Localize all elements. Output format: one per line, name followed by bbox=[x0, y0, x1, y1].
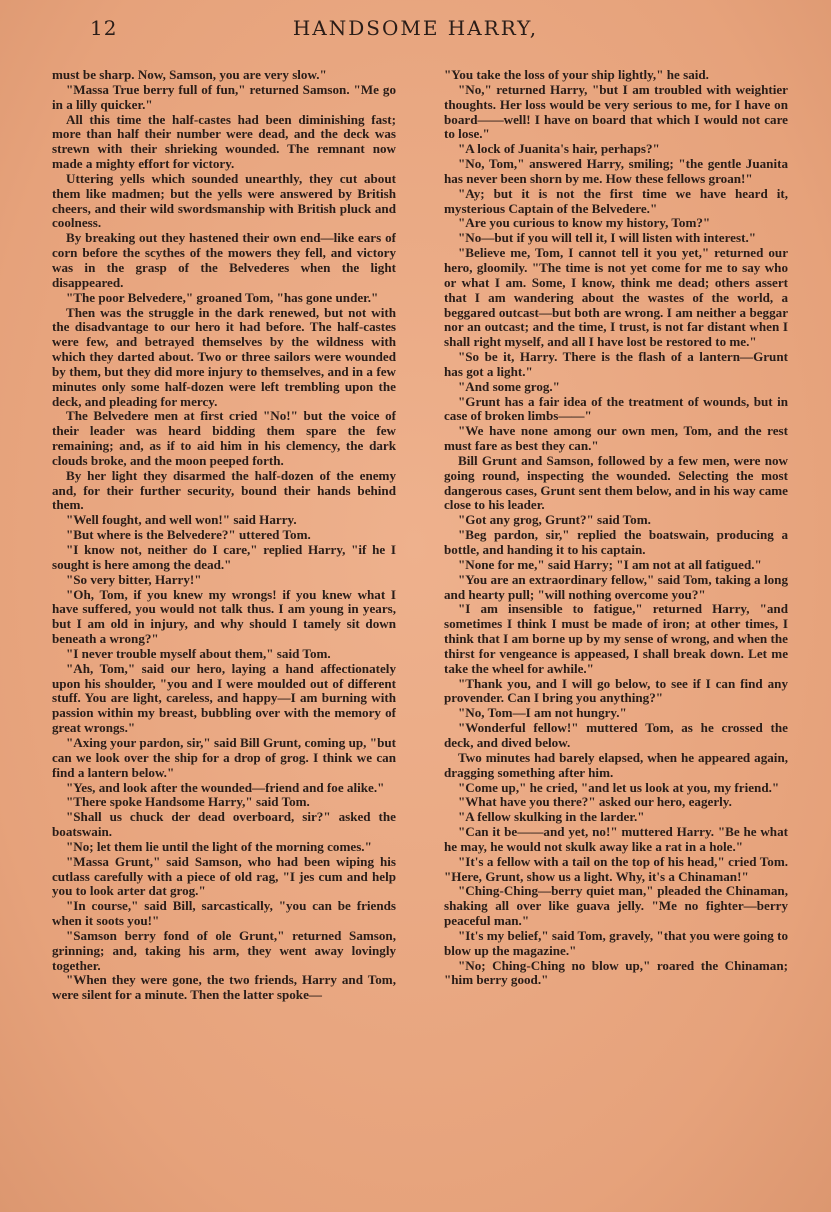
paragraph: "But where is the Belvedere?" uttered Tom. bbox=[66, 527, 311, 543]
right-column bbox=[444, 68, 788, 1193]
paragraph: The Belvedere men at first cried "No!" but the voice of their leader was heard bidding them spare the few remaining; and, as if to aid him in his clemency, the dark clouds broke, and the moon peeped forth. bbox=[52, 408, 396, 468]
paragraph: "You are an extraordinary fellow," said Tom, taking a long and hearty pull; "will nothing overcome you?" bbox=[444, 571, 788, 602]
paragraph: "A lock of Juanita's hair, perhaps?" bbox=[458, 141, 660, 157]
paragraph: "Are you curious to know my history, Tom?" bbox=[458, 215, 711, 231]
paragraph: "I am insensible to fatigue," returned Harry, "and sometimes I think I must be made of iron; at other times, I think that I am borne up by my sense of wrong, and when the thirst for vengeance is appeased, I shall break down. Let me take the wheel for awhile." bbox=[444, 601, 788, 676]
page-number: 12 bbox=[90, 16, 118, 40]
paragraph: Uttering yells which sounded unearthly, they cut about them like madmen; but the yells were answered by British cheers, and their wild swordsmanship with British pluck and coolness. bbox=[52, 170, 396, 231]
paragraph: Two minutes had barely elapsed, when he appeared again, dragging something after him. bbox=[444, 749, 788, 780]
paragraph: "Axing your pardon, sir," said Bill Grunt, coming up, "but can we look over the ship for a drop of grog. I think we can find a lantern below." bbox=[52, 734, 396, 780]
paragraph: By her light they disarmed the half-dozen of the enemy and, for their further security, bound their hands behind them. bbox=[52, 467, 396, 513]
paragraph: "It's my belief," said Tom, gravely, "that you were going to blow up the magazine." bbox=[444, 927, 788, 958]
paragraph: "Can it be——and yet, no!" muttered Harry. "Be he what he may, he would not skulk away like a rat in a hole." bbox=[444, 824, 788, 854]
paragraph: "Thank you, and I will go below, to see if I can find any provender. Can I bring you anything?" bbox=[444, 675, 788, 706]
paragraph: "Got any grog, Grunt?" said Tom. bbox=[458, 512, 651, 528]
paragraph: "No, Tom," answered Harry, smiling; "the gentle Juanita has never been shorn by me. How these fellows groan!" bbox=[444, 156, 788, 186]
paragraph: "I know not, neither do I care," replied Harry, "if he I sought is here among the dead." bbox=[52, 542, 396, 572]
paragraph: "When they were gone, the two friends, Harry and Tom, were silent for a minute. Then the latter spoke— bbox=[52, 972, 396, 1003]
paragraph: "Oh, Tom, if you knew my wrongs! if you knew what I have suffered, you would not talk thus. I am young in years, but I am old in injury, and why should I tamely sit down beneath a wrong?" bbox=[52, 586, 396, 647]
paragraph: "So very bitter, Harry!" bbox=[66, 571, 202, 587]
paragraph: By breaking out they hastened their own end—like ears of corn before the scythes of the mowers they fell, and victory was in the grasp of the Belvederes when the light disappeared. bbox=[52, 230, 396, 290]
paragraph: "We have none among our own men, Tom, and the rest must fare as best they can." bbox=[444, 423, 788, 454]
left-column bbox=[52, 68, 396, 1193]
paragraph: "Ay; but it is not the first time we have heard it, mysterious Captain of the Belvedere." bbox=[444, 185, 788, 216]
paragraph: "I never trouble myself about them," said Tom. bbox=[66, 645, 331, 661]
paragraph: "And some grog." bbox=[458, 378, 560, 394]
paragraph: All this time the half-castes had been diminishing fast; more than half their number were dead, and the deck was strewn with their shrieking wounded. The remnant now made a mighty effort for victory. bbox=[52, 111, 396, 172]
paragraph: "Yes, and look after the wounded—friend and foe alike." bbox=[66, 779, 385, 795]
paragraph: "Grunt has a fair idea of the treatment of wounds, but in case of broken limbs——" bbox=[444, 393, 788, 424]
paragraph: "Wonderful fellow!" muttered Tom, as he crossed the deck, and dived below. bbox=[444, 720, 788, 750]
paragraph: "It's a fellow with a tail on the top of his head," cried Tom. "Here, Grunt, show us a light. Why, it's a Chinaman!" bbox=[444, 853, 788, 884]
paragraph: "You take the loss of your ship lightly," he said. bbox=[444, 68, 709, 82]
paragraph: "No; Ching-Ching no blow up," roared the Chinaman; "him berry good." bbox=[444, 957, 788, 988]
paragraph: "A fellow skulking in the larder." bbox=[458, 809, 645, 825]
paragraph: "Come up," he cried, "and let us look at you, my friend." bbox=[458, 779, 780, 795]
paragraph: "No, Tom—I am not hungry." bbox=[458, 705, 627, 721]
paragraph: "Believe me, Tom, I cannot tell it you yet," returned our hero, gloomily. "The time is not yet come for me to say who or what I am. Some, I know, think me dead; others assert that I am wandering about the wastes of the world, a beggared outcast—but both are wrong. I am neither a beggar nor an outcast; and the time, I trust, is not far distant when I shall right myself, and all I have lost be restored to me." bbox=[444, 245, 788, 350]
paragraph: "No; let them lie until the light of the morning comes." bbox=[66, 838, 372, 854]
paragraph: "Samson berry fond of ole Grunt," returned Samson, grinning; and, taking his arm, they went away lovingly together. bbox=[52, 927, 396, 973]
paragraph: "Ah, Tom," said our hero, laying a hand affectionately upon his shoulder, "you and I were moulded out of different stuff. You are light, careless, and happy—I am burning with passion within my breast, bubbling over with the memory of great wrongs." bbox=[52, 660, 396, 736]
paragraph: "The poor Belvedere," groaned Tom, "has gone under." bbox=[66, 289, 379, 305]
paragraph: must be sharp. Now, Samson, you are very slow." bbox=[52, 68, 327, 82]
paragraph: Bill Grunt and Samson, followed by a few men, were now going round, inspecting the wounded. Selecting the most dangerous cases, Grunt sent them below, and in his way came close to his leader. bbox=[444, 452, 788, 513]
paragraph: "There spoke Handsome Harry," said Tom. bbox=[66, 794, 310, 810]
paragraph: "What have you there?" asked our hero, eagerly. bbox=[458, 794, 732, 810]
paragraph: Then was the struggle in the dark renewed, but not with the disadvantage to our hero it had before. The half-castes were few, and betrayed themselves by the wildness with which they darted about. Two or three sailors were wounded by them, but they did more injury to themselves, and in a few minutes only some half-dozen were left trembling upon the deck, and pleading for mercy. bbox=[52, 304, 396, 409]
paragraph: "No," returned Harry, "but I am troubled with weightier thoughts. Her loss would be very serious to me, for I have on board——well! I have on board that which I would not care to lose." bbox=[444, 81, 788, 142]
paragraph: "In course," said Bill, sarcastically, "you can be friends when it soots you!" bbox=[52, 898, 396, 929]
paragraph: "Massa Grunt," said Samson, who had been wiping his cutlass carefully with a piece of old rag, "I jes cum and help you to look arter dat grog." bbox=[52, 853, 396, 899]
paragraph: "Massa True berry full of fun," returned Samson. "Me go in a lilly quicker." bbox=[52, 81, 396, 112]
page-header bbox=[0, 14, 831, 42]
running-title: HANDSOME HARRY, bbox=[292, 16, 539, 40]
paragraph: "No—but if you will tell it, I will listen with interest." bbox=[458, 230, 756, 246]
paragraph: "None for me," said Harry; "I am not at all fatigued." bbox=[458, 556, 762, 572]
paragraph: "So be it, Harry. There is the flash of a lantern—Grunt has got a light." bbox=[444, 349, 788, 379]
paragraph: "Well fought, and well won!" said Harry. bbox=[66, 512, 297, 528]
paragraph: "Ching-Ching—berry quiet man," pleaded the Chinaman, shaking all over like guava jelly. "Me no fighter—berry peaceful man." bbox=[444, 883, 788, 929]
paragraph: "Shall us chuck der dead overboard, sir?" asked the boatswain. bbox=[52, 809, 396, 840]
paragraph: "Beg pardon, sir," replied the boatswain, producing a bottle, and handing it to his captain. bbox=[444, 527, 788, 557]
